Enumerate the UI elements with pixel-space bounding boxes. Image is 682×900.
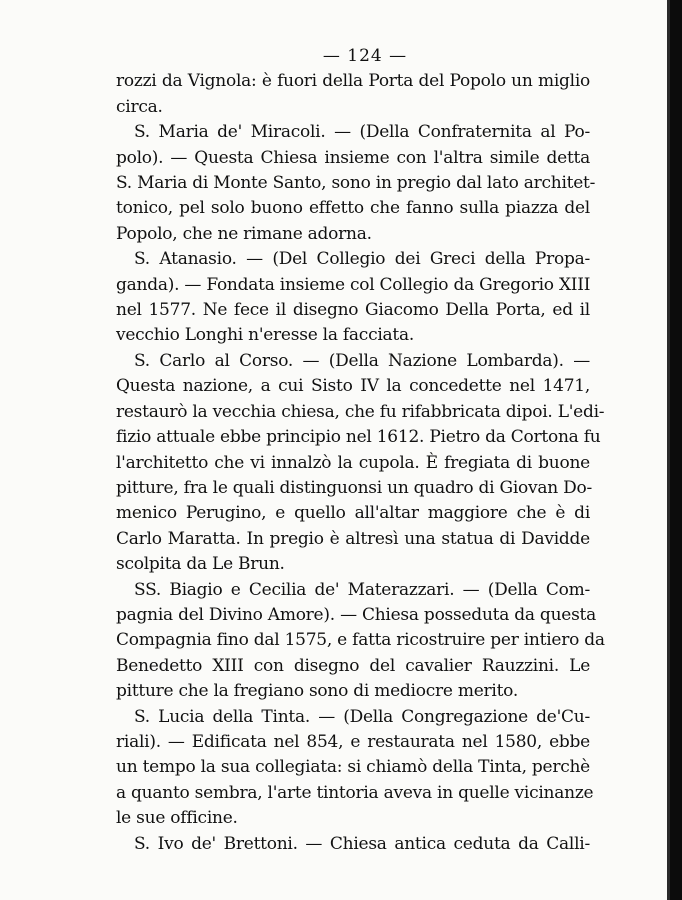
text-line: Questa nazione, a cui Sisto IV la concedette nel 1471, <box>116 376 590 397</box>
entry-heading-line: S. Lucia della Tinta. — (Della Congregazione de'Cu- <box>134 706 590 727</box>
text-line: nel 1577. Ne fece il disegno Giacomo Della Porta, ed il <box>116 300 590 321</box>
entry-heading-line: S. Carlo al Corso. — (Della Nazione Lombarda). — <box>134 350 590 371</box>
text-line: ganda). — Fondata insieme col Collegio da Gregorio XIII <box>116 274 591 295</box>
text-line: pitture, fra le quali distinguonsi un quadro di Giovan Do- <box>116 477 592 498</box>
text-line: tonico, pel solo buono effetto che fanno sulla piazza del <box>116 198 590 219</box>
text-line: restaurò la vecchia chiesa, che fu rifabbricata dipoi. L'edi- <box>116 401 605 422</box>
text-line: pitture che la fregiano sono di mediocre merito. <box>116 681 518 702</box>
text-line: S. Maria di Monte Santo, sono in pregio dal lato architet- <box>116 173 596 194</box>
text-line: rozzi da Vignola: è fuori della Porta del Popolo un miglio <box>116 71 590 92</box>
text-line: vecchio Longhi n'eresse la facciata. <box>116 325 415 346</box>
text-line: l'architetto che vi innalzò la cupola. È fregiata di buone <box>116 452 590 473</box>
text-line: Carlo Maratta. In pregio è altresì una statua di Davidde <box>116 528 590 549</box>
entry-heading-line: S. Ivo de' Brettoni. — Chiesa antica ceduta da Calli- <box>134 833 590 854</box>
text-line: scolpita da Le Brun. <box>116 554 285 575</box>
text-line: pagnia del Divino Amore). — Chiesa posseduta da questa <box>116 604 597 625</box>
text-line: un tempo la sua collegiata: si chiamò della Tinta, perchè <box>116 757 590 778</box>
text-line: riali). — Edificata nel 854, e restaurata nel 1580, ebbe <box>116 731 590 752</box>
entry-heading-line: SS. Biagio e Cecilia de' Materazzari. — (Della Com- <box>134 579 590 600</box>
page-body <box>116 44 605 857</box>
text-line: le sue officine. <box>116 808 238 829</box>
text-line: circa. <box>116 96 163 117</box>
scan-border <box>670 0 682 900</box>
text-line: fizio attuale ebbe principio nel 1612. Pietro da Cortona fu <box>116 427 601 448</box>
entry-heading-line: S. Maria de' Miracoli. — (Della Confraternita al Po- <box>134 122 590 143</box>
text-line: Benedetto XIII con disegno del cavalier Rauzzini. Le <box>116 655 590 676</box>
text-line: a quanto sembra, l'arte tintoria aveva in quelle vicinanze <box>116 782 594 803</box>
entry-heading-line: S. Atanasio. — (Del Collegio dei Greci della Propa- <box>134 249 590 270</box>
text-line: polo). — Questa Chiesa insieme con l'altra simile detta <box>116 147 590 168</box>
text-line: Popolo, che ne rimane adorna. <box>116 223 372 244</box>
text-line: menico Perugino, e quello all'altar maggiore che è di <box>116 503 590 524</box>
text-line: Compagnia fino dal 1575, e fatta ricostruire per intiero da <box>116 630 605 651</box>
page-number: — 124 — <box>322 46 408 66</box>
